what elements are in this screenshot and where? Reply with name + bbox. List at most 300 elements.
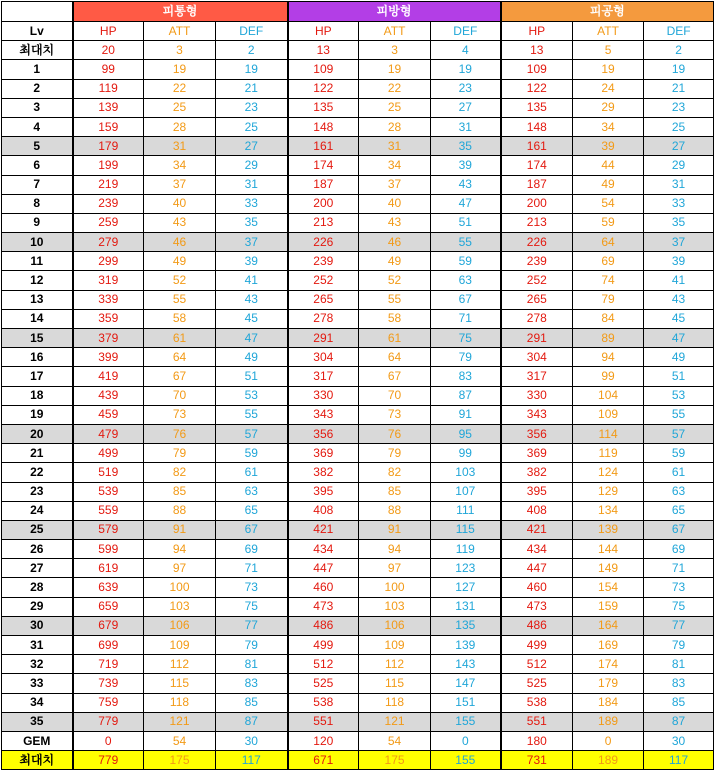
hp-type-def-cell: 47	[216, 329, 288, 348]
hp-type-att-cell: 112	[144, 655, 216, 674]
hp-type-def-cell: 21	[216, 79, 288, 98]
stat-header-att: ATT	[359, 22, 431, 41]
att-type-hp-cell: 187	[501, 175, 573, 194]
level-row	[2, 424, 714, 443]
def-type-def-cell: 0	[431, 731, 501, 750]
level-row	[2, 616, 714, 635]
def-type-att-cell: 97	[359, 559, 431, 578]
level-number: 4	[2, 117, 73, 136]
hp-type-hp-cell: 519	[73, 463, 144, 482]
hp-type-att-cell: 37	[144, 175, 216, 194]
att-type-def-cell: 83	[644, 674, 714, 693]
def-type-hp-cell: 460	[288, 578, 359, 597]
hp-type-def-cell: 61	[216, 463, 288, 482]
att-type-att-cell: 184	[573, 693, 644, 712]
att-type-hp-cell: 525	[501, 674, 573, 693]
hp-type-att-cell: 100	[144, 578, 216, 597]
hp-type-att-cell: 70	[144, 386, 216, 405]
att-type-def-cell: 57	[644, 424, 714, 443]
level-number: 11	[2, 252, 73, 271]
def-type-def-cell: 135	[431, 616, 501, 635]
hp-type-def-cell: 63	[216, 482, 288, 501]
group-header-att-type: 피공형	[501, 2, 714, 22]
hp-type-hp-cell: 659	[73, 597, 144, 616]
def-type-hp-cell: 395	[288, 482, 359, 501]
def-type-def-cell: 107	[431, 482, 501, 501]
att-type-att-cell: 79	[573, 290, 644, 309]
att-type-def-cell: 59	[644, 444, 714, 463]
def-type-att-cell: 109	[359, 636, 431, 655]
hp-type-att-cell: 121	[144, 712, 216, 731]
level-number: 35	[2, 712, 73, 731]
att-type-att-cell: 149	[573, 559, 644, 578]
level-number: 1	[2, 60, 73, 79]
hp-type-def-cell: 53	[216, 386, 288, 405]
def-type-att-cell: 34	[359, 156, 431, 175]
level-row	[2, 655, 714, 674]
hp-type-att-cell: 61	[144, 329, 216, 348]
base-max-def: 2	[216, 41, 288, 60]
att-type-def-cell: 31	[644, 175, 714, 194]
level-number: 10	[2, 233, 73, 252]
hp-type-def-cell: 75	[216, 597, 288, 616]
stat-header-row	[2, 22, 714, 41]
att-type-def-cell: 43	[644, 290, 714, 309]
att-type-hp-cell: 499	[501, 636, 573, 655]
hp-type-hp-cell: 679	[73, 616, 144, 635]
hp-type-att-cell: 85	[144, 482, 216, 501]
level-row	[2, 712, 714, 731]
att-type-def-cell: 63	[644, 482, 714, 501]
att-type-def-cell: 53	[644, 386, 714, 405]
level-row	[2, 559, 714, 578]
hp-type-hp-cell: 499	[73, 444, 144, 463]
def-type-def-cell: 91	[431, 405, 501, 424]
hp-type-att-cell: 40	[144, 194, 216, 213]
stats-table-body	[2, 2, 714, 770]
hp-type-def-cell: 67	[216, 520, 288, 539]
att-type-def-cell: 61	[644, 463, 714, 482]
att-type-att-cell: 119	[573, 444, 644, 463]
att-type-hp-cell: 148	[501, 117, 573, 136]
level-row	[2, 520, 714, 539]
stat-header-hp: HP	[501, 22, 573, 41]
att-type-att-cell: 164	[573, 616, 644, 635]
level-number: 19	[2, 405, 73, 424]
att-type-hp-cell: 252	[501, 271, 573, 290]
hp-type-def-cell: 73	[216, 578, 288, 597]
def-type-def-cell: 27	[431, 98, 501, 117]
def-type-hp-cell: 343	[288, 405, 359, 424]
hp-type-hp-cell: 539	[73, 482, 144, 501]
level-row	[2, 137, 714, 156]
base-max-att: 3	[359, 41, 431, 60]
level-row	[2, 501, 714, 520]
def-type-hp-cell: 265	[288, 290, 359, 309]
def-type-def-cell: 31	[431, 117, 501, 136]
att-type-def-cell: 65	[644, 501, 714, 520]
hp-type-def-cell: 45	[216, 309, 288, 328]
hp-type-def-cell: 117	[216, 751, 288, 770]
stat-header-def: DEF	[431, 22, 501, 41]
hp-type-hp-cell: 279	[73, 233, 144, 252]
corner-cell	[2, 2, 73, 22]
hp-type-def-cell: 25	[216, 117, 288, 136]
def-type-hp-cell: 356	[288, 424, 359, 443]
att-type-att-cell: 129	[573, 482, 644, 501]
hp-type-att-cell: 46	[144, 233, 216, 252]
level-row	[2, 194, 714, 213]
level-row	[2, 271, 714, 290]
stat-header-att: ATT	[144, 22, 216, 41]
def-type-def-cell: 19	[431, 60, 501, 79]
att-type-def-cell: 117	[644, 751, 714, 770]
base-max-hp: 13	[501, 41, 573, 60]
def-type-def-cell: 119	[431, 540, 501, 559]
hp-type-hp-cell: 399	[73, 348, 144, 367]
att-type-att-cell: 109	[573, 405, 644, 424]
def-type-att-cell: 115	[359, 674, 431, 693]
def-type-hp-cell: 330	[288, 386, 359, 405]
att-type-def-cell: 73	[644, 578, 714, 597]
att-type-att-cell: 99	[573, 367, 644, 386]
final-max-label: 최대치	[2, 751, 73, 770]
level-row	[2, 674, 714, 693]
def-type-def-cell: 99	[431, 444, 501, 463]
att-type-att-cell: 0	[573, 731, 644, 750]
hp-type-hp-cell: 159	[73, 117, 144, 136]
att-type-def-cell: 21	[644, 79, 714, 98]
hp-type-att-cell: 58	[144, 309, 216, 328]
att-type-def-cell: 55	[644, 405, 714, 424]
att-type-hp-cell: 447	[501, 559, 573, 578]
def-type-att-cell: 22	[359, 79, 431, 98]
def-type-def-cell: 83	[431, 367, 501, 386]
hp-type-hp-cell: 559	[73, 501, 144, 520]
hp-type-att-cell: 55	[144, 290, 216, 309]
hp-type-def-cell: 33	[216, 194, 288, 213]
hp-type-hp-cell: 179	[73, 137, 144, 156]
att-type-att-cell: 179	[573, 674, 644, 693]
def-type-def-cell: 51	[431, 213, 501, 232]
att-type-att-cell: 44	[573, 156, 644, 175]
hp-type-def-cell: 87	[216, 712, 288, 731]
att-type-hp-cell: 473	[501, 597, 573, 616]
level-number: 12	[2, 271, 73, 290]
hp-type-hp-cell: 759	[73, 693, 144, 712]
level-number: 33	[2, 674, 73, 693]
def-type-att-cell: 88	[359, 501, 431, 520]
def-type-hp-cell: 148	[288, 117, 359, 136]
att-type-def-cell: 75	[644, 597, 714, 616]
def-type-att-cell: 61	[359, 329, 431, 348]
att-type-att-cell: 49	[573, 175, 644, 194]
level-row	[2, 367, 714, 386]
hp-type-def-cell: 19	[216, 60, 288, 79]
att-type-hp-cell: 512	[501, 655, 573, 674]
hp-type-def-cell: 23	[216, 98, 288, 117]
att-type-att-cell: 64	[573, 233, 644, 252]
hp-type-hp-cell: 99	[73, 60, 144, 79]
hp-type-att-cell: 106	[144, 616, 216, 635]
def-type-hp-cell: 109	[288, 60, 359, 79]
group-header-row	[2, 2, 714, 22]
level-number: 31	[2, 636, 73, 655]
level-number: 3	[2, 98, 73, 117]
def-type-att-cell: 85	[359, 482, 431, 501]
def-type-hp-cell: 421	[288, 520, 359, 539]
att-type-def-cell: 19	[644, 60, 714, 79]
level-number: 28	[2, 578, 73, 597]
def-type-att-cell: 46	[359, 233, 431, 252]
hp-type-def-cell: 30	[216, 731, 288, 750]
def-type-def-cell: 143	[431, 655, 501, 674]
base-max-label: 최대치	[2, 41, 73, 60]
hp-type-att-cell: 25	[144, 98, 216, 117]
level-row	[2, 329, 714, 348]
att-type-att-cell: 104	[573, 386, 644, 405]
hp-type-att-cell: 28	[144, 117, 216, 136]
att-type-hp-cell: 330	[501, 386, 573, 405]
level-number: 32	[2, 655, 73, 674]
hp-type-hp-cell: 579	[73, 520, 144, 539]
hp-type-def-cell: 79	[216, 636, 288, 655]
def-type-att-cell: 94	[359, 540, 431, 559]
hp-type-att-cell: 49	[144, 252, 216, 271]
att-type-def-cell: 51	[644, 367, 714, 386]
group-header-def-type: 피방형	[288, 2, 501, 22]
hp-type-att-cell: 73	[144, 405, 216, 424]
level-number: 27	[2, 559, 73, 578]
level-number: 8	[2, 194, 73, 213]
level-number: 21	[2, 444, 73, 463]
att-type-def-cell: 47	[644, 329, 714, 348]
hp-type-att-cell: 67	[144, 367, 216, 386]
def-type-def-cell: 35	[431, 137, 501, 156]
def-type-hp-cell: 512	[288, 655, 359, 674]
hp-type-hp-cell: 299	[73, 252, 144, 271]
hp-type-att-cell: 94	[144, 540, 216, 559]
hp-type-def-cell: 29	[216, 156, 288, 175]
hp-type-hp-cell: 0	[73, 731, 144, 750]
level-row	[2, 252, 714, 271]
def-type-def-cell: 123	[431, 559, 501, 578]
level-row	[2, 60, 714, 79]
def-type-att-cell: 121	[359, 712, 431, 731]
level-row	[2, 98, 714, 117]
def-type-def-cell: 75	[431, 329, 501, 348]
level-row	[2, 597, 714, 616]
att-type-att-cell: 89	[573, 329, 644, 348]
level-number: 6	[2, 156, 73, 175]
def-type-def-cell: 131	[431, 597, 501, 616]
hp-type-hp-cell: 599	[73, 540, 144, 559]
att-type-def-cell: 79	[644, 636, 714, 655]
hp-type-hp-cell: 199	[73, 156, 144, 175]
level-number: 30	[2, 616, 73, 635]
stat-header-hp: HP	[73, 22, 144, 41]
def-type-def-cell: 55	[431, 233, 501, 252]
hp-type-def-cell: 31	[216, 175, 288, 194]
level-number: 24	[2, 501, 73, 520]
hp-type-att-cell: 88	[144, 501, 216, 520]
att-type-hp-cell: 265	[501, 290, 573, 309]
def-type-def-cell: 43	[431, 175, 501, 194]
hp-type-def-cell: 81	[216, 655, 288, 674]
att-type-hp-cell: 395	[501, 482, 573, 501]
att-type-att-cell: 154	[573, 578, 644, 597]
level-number: 5	[2, 137, 73, 156]
base-max-hp: 20	[73, 41, 144, 60]
hp-type-def-cell: 43	[216, 290, 288, 309]
level-number: 26	[2, 540, 73, 559]
att-type-att-cell: 94	[573, 348, 644, 367]
att-type-def-cell: 23	[644, 98, 714, 117]
att-type-hp-cell: 135	[501, 98, 573, 117]
def-type-def-cell: 151	[431, 693, 501, 712]
base-max-att: 3	[144, 41, 216, 60]
hp-type-def-cell: 35	[216, 213, 288, 232]
hp-type-def-cell: 57	[216, 424, 288, 443]
def-type-hp-cell: 200	[288, 194, 359, 213]
def-type-hp-cell: 538	[288, 693, 359, 712]
hp-type-hp-cell: 779	[73, 751, 144, 770]
hp-type-def-cell: 55	[216, 405, 288, 424]
level-row	[2, 482, 714, 501]
att-type-hp-cell: 161	[501, 137, 573, 156]
hp-type-att-cell: 118	[144, 693, 216, 712]
level-row	[2, 175, 714, 194]
hp-type-def-cell: 39	[216, 252, 288, 271]
att-type-hp-cell: 382	[501, 463, 573, 482]
level-row	[2, 213, 714, 232]
def-type-hp-cell: 671	[288, 751, 359, 770]
att-type-hp-cell: 434	[501, 540, 573, 559]
level-number: 7	[2, 175, 73, 194]
level-number: 29	[2, 597, 73, 616]
def-type-def-cell: 87	[431, 386, 501, 405]
def-type-att-cell: 103	[359, 597, 431, 616]
att-type-att-cell: 189	[573, 751, 644, 770]
hp-type-def-cell: 77	[216, 616, 288, 635]
hp-type-hp-cell: 719	[73, 655, 144, 674]
def-type-att-cell: 106	[359, 616, 431, 635]
att-type-att-cell: 169	[573, 636, 644, 655]
def-type-att-cell: 49	[359, 252, 431, 271]
att-type-hp-cell: 421	[501, 520, 573, 539]
def-type-hp-cell: 187	[288, 175, 359, 194]
att-type-att-cell: 69	[573, 252, 644, 271]
att-type-att-cell: 159	[573, 597, 644, 616]
def-type-hp-cell: 291	[288, 329, 359, 348]
def-type-hp-cell: 525	[288, 674, 359, 693]
def-type-def-cell: 155	[431, 751, 501, 770]
hp-type-def-cell: 83	[216, 674, 288, 693]
att-type-hp-cell: 731	[501, 751, 573, 770]
def-type-hp-cell: 213	[288, 213, 359, 232]
hp-type-def-cell: 65	[216, 501, 288, 520]
stat-header-hp: HP	[288, 22, 359, 41]
hp-type-hp-cell: 219	[73, 175, 144, 194]
level-row	[2, 233, 714, 252]
hp-type-hp-cell: 479	[73, 424, 144, 443]
hp-type-att-cell: 34	[144, 156, 216, 175]
def-type-att-cell: 79	[359, 444, 431, 463]
att-type-def-cell: 77	[644, 616, 714, 635]
def-type-def-cell: 23	[431, 79, 501, 98]
def-type-def-cell: 115	[431, 520, 501, 539]
hp-type-att-cell: 109	[144, 636, 216, 655]
att-type-def-cell: 41	[644, 271, 714, 290]
def-type-def-cell: 111	[431, 501, 501, 520]
att-type-def-cell: 87	[644, 712, 714, 731]
level-number: 15	[2, 329, 73, 348]
att-type-hp-cell: 486	[501, 616, 573, 635]
att-type-hp-cell: 317	[501, 367, 573, 386]
level-row	[2, 290, 714, 309]
hp-type-def-cell: 71	[216, 559, 288, 578]
att-type-att-cell: 134	[573, 501, 644, 520]
level-row	[2, 540, 714, 559]
base-max-row	[2, 41, 714, 60]
hp-type-hp-cell: 419	[73, 367, 144, 386]
def-type-def-cell: 67	[431, 290, 501, 309]
def-type-att-cell: 67	[359, 367, 431, 386]
att-type-def-cell: 39	[644, 252, 714, 271]
def-type-def-cell: 95	[431, 424, 501, 443]
def-type-hp-cell: 304	[288, 348, 359, 367]
att-type-att-cell: 34	[573, 117, 644, 136]
level-number: 14	[2, 309, 73, 328]
att-type-att-cell: 59	[573, 213, 644, 232]
def-type-att-cell: 118	[359, 693, 431, 712]
hp-type-def-cell: 59	[216, 444, 288, 463]
def-type-def-cell: 155	[431, 712, 501, 731]
att-type-hp-cell: 109	[501, 60, 573, 79]
att-type-def-cell: 69	[644, 540, 714, 559]
def-type-att-cell: 64	[359, 348, 431, 367]
def-type-hp-cell: 434	[288, 540, 359, 559]
hp-type-hp-cell: 379	[73, 329, 144, 348]
hp-type-def-cell: 85	[216, 693, 288, 712]
att-type-att-cell: 39	[573, 137, 644, 156]
att-type-hp-cell: 239	[501, 252, 573, 271]
def-type-def-cell: 127	[431, 578, 501, 597]
att-type-def-cell: 35	[644, 213, 714, 232]
level-row	[2, 578, 714, 597]
att-type-att-cell: 29	[573, 98, 644, 117]
def-type-hp-cell: 174	[288, 156, 359, 175]
att-type-att-cell: 54	[573, 194, 644, 213]
att-type-def-cell: 29	[644, 156, 714, 175]
base-max-def: 2	[644, 41, 714, 60]
def-type-def-cell: 79	[431, 348, 501, 367]
hp-type-att-cell: 22	[144, 79, 216, 98]
def-type-hp-cell: 382	[288, 463, 359, 482]
gem-row	[2, 731, 714, 750]
def-type-att-cell: 91	[359, 520, 431, 539]
def-type-att-cell: 25	[359, 98, 431, 117]
att-type-att-cell: 174	[573, 655, 644, 674]
hp-type-hp-cell: 239	[73, 194, 144, 213]
def-type-def-cell: 139	[431, 636, 501, 655]
def-type-hp-cell: 135	[288, 98, 359, 117]
att-type-hp-cell: 304	[501, 348, 573, 367]
hp-type-att-cell: 91	[144, 520, 216, 539]
hp-type-def-cell: 27	[216, 137, 288, 156]
def-type-def-cell: 47	[431, 194, 501, 213]
base-max-hp: 13	[288, 41, 359, 60]
